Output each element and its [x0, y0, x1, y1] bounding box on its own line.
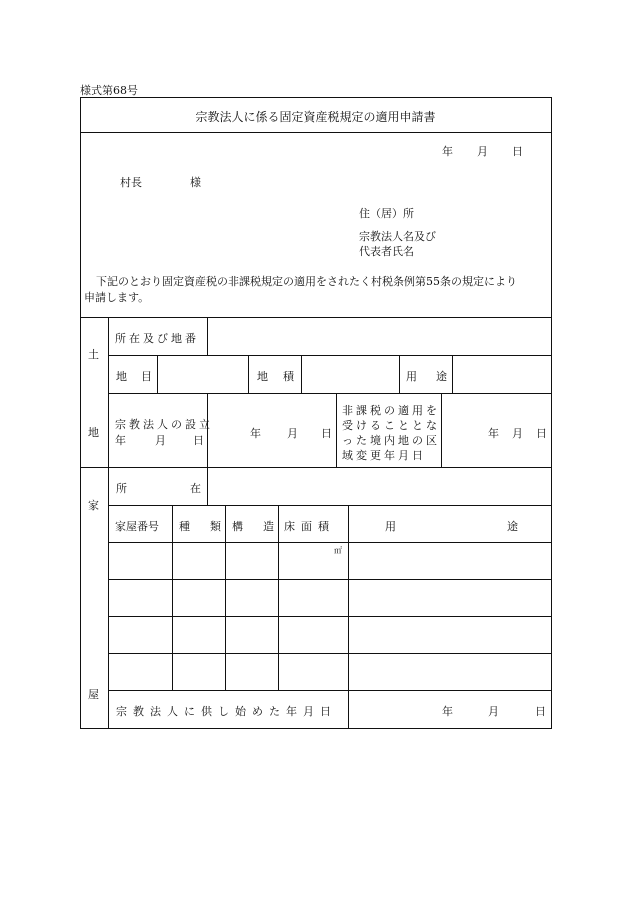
body-text-line1: 下記のとおり固定資産税の非課税規定の適用をされたく村税条例第55条の規定により	[96, 275, 517, 288]
body-text-line2: 申請します。	[84, 291, 150, 304]
house-col-floor-area: 床面積	[284, 520, 335, 533]
house-line-2	[108, 542, 551, 543]
house-col-kind-2: 類	[210, 520, 221, 533]
house-start-day: 日	[535, 705, 546, 718]
land-row2-divider-3	[301, 355, 302, 393]
table-line-title-bottom	[80, 132, 551, 133]
land-row2-divider-2	[248, 355, 249, 393]
house-col-divider-2	[225, 505, 226, 690]
house-line-5	[108, 653, 551, 654]
section-column-divider	[108, 317, 109, 729]
land-category-label-2: 目	[141, 370, 152, 383]
table-border-right	[551, 97, 552, 729]
land-row2-divider-5	[452, 355, 453, 393]
land-category-label-1: 地	[116, 370, 127, 383]
land-establishment-month: 月	[287, 427, 298, 440]
land-use-label-2: 途	[436, 370, 447, 383]
house-location-label-2: 在	[190, 482, 201, 495]
house-line-1	[108, 505, 551, 506]
land-establishment-label-1: 宗教法人の設立	[115, 418, 213, 431]
land-establishment-label-2a: 年	[115, 434, 126, 447]
addressee-honorific: 様	[190, 176, 201, 189]
land-area-label-1: 地	[257, 370, 268, 383]
land-establishment-year: 年	[250, 427, 261, 440]
house-line-3	[108, 579, 551, 580]
house-col-kind-1: 種	[179, 520, 190, 533]
table-border-top	[80, 97, 551, 98]
house-location-divider	[207, 467, 208, 505]
land-change-label-2: 受けることとな	[342, 419, 440, 432]
land-location-label: 所在及び地番	[115, 332, 199, 345]
land-establishment-label-2c: 日	[193, 434, 204, 447]
house-section-char-1: 家	[88, 499, 99, 512]
table-border-left	[80, 97, 81, 729]
land-row2-divider-1	[157, 355, 158, 393]
form-title: 宗教法人に係る固定資産税規定の適用申請書	[195, 110, 436, 124]
house-section-char-2: 屋	[88, 688, 99, 701]
house-line-4	[108, 616, 551, 617]
land-change-label-3: った境内地の区	[342, 434, 440, 447]
form-number: 様式第68号	[80, 84, 138, 97]
house-area-unit: ㎡	[334, 546, 342, 555]
land-row1-divider	[207, 317, 208, 355]
applicant-address-label: 住（居）所	[359, 207, 414, 220]
land-change-label-4: 域変更年月日	[342, 449, 426, 462]
table-line-land-bottom	[80, 467, 551, 468]
house-start-month: 月	[488, 705, 499, 718]
land-change-label-1: 非課税の適用を	[342, 404, 440, 417]
house-line-6	[108, 690, 551, 691]
land-row3-divider-2	[336, 393, 337, 467]
house-col-structure-1: 構	[232, 520, 243, 533]
land-line-1	[108, 355, 551, 356]
addressee-name: 村長	[120, 176, 142, 189]
house-location-label-1: 所	[116, 482, 127, 495]
land-change-year: 年	[488, 427, 499, 440]
land-row3-divider-3	[441, 393, 442, 467]
house-col-use-2: 途	[507, 520, 518, 533]
house-col-use-1: 用	[385, 520, 396, 533]
land-establishment-day: 日	[321, 427, 332, 440]
house-col-divider-4	[348, 505, 349, 729]
house-col-divider-3	[278, 505, 279, 690]
land-row2-divider-4	[399, 355, 400, 393]
table-border-bottom	[80, 728, 551, 729]
land-area-label-2: 積	[283, 370, 294, 383]
applicant-name-label-2: 代表者氏名	[359, 245, 414, 258]
date-year: 年	[442, 145, 453, 158]
applicant-name-label-1: 宗教法人名及び	[359, 230, 436, 243]
land-section-char-1: 土	[88, 348, 99, 361]
land-change-day: 日	[536, 427, 547, 440]
land-use-label-1: 用	[406, 370, 417, 383]
land-change-month: 月	[512, 427, 523, 440]
house-start-label: 宗教法人に供し始めた年月日	[116, 705, 337, 718]
house-col-structure-2: 造	[263, 520, 274, 533]
house-col-house-number: 家屋番号	[115, 520, 159, 533]
date-day: 日	[512, 145, 523, 158]
date-month: 月	[477, 145, 488, 158]
land-section-char-2: 地	[88, 426, 99, 439]
house-start-year: 年	[442, 705, 453, 718]
land-line-2	[108, 393, 551, 394]
table-line-body-bottom	[80, 317, 551, 318]
house-col-divider-1	[172, 505, 173, 690]
land-establishment-label-2b: 月	[155, 434, 166, 447]
